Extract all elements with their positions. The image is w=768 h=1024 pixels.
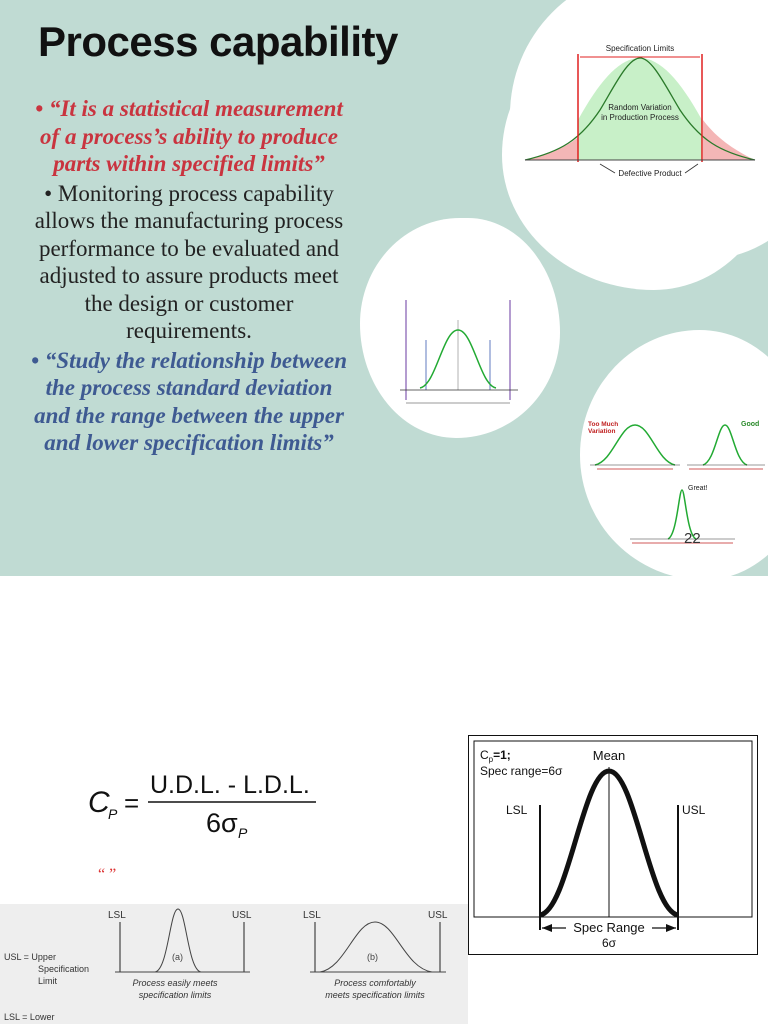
legend-usl-2: Specification: [38, 964, 90, 974]
six-sigma-label: 6σ: [601, 936, 617, 950]
random-variation-label-2: in Production Process: [601, 113, 679, 122]
legend-usl-3: Limit: [38, 976, 58, 986]
capability-comparison-figure: [0, 904, 468, 1024]
usl-b-label: USL: [428, 910, 448, 921]
empty-quotes: “ ”: [98, 866, 117, 883]
mean-label: Mean: [592, 748, 626, 763]
great-label: Great!: [688, 485, 708, 492]
spec-limits-label: Specification Limits: [605, 44, 675, 53]
formula-numerator: U.D.L. - L.D.L.: [150, 771, 310, 799]
variation-examples-figure: [585, 415, 768, 555]
spec-range-equation: Spec range=6σ: [480, 764, 563, 778]
natural-variation-figure: [398, 295, 520, 410]
lsl-label: LSL: [506, 803, 528, 817]
usl-label: USL: [682, 803, 706, 817]
formula-equals: =: [124, 788, 140, 818]
cp-equals-one-figure: [468, 735, 758, 955]
defect-pointer-right: [685, 164, 698, 173]
caption-a-1: Process easily meets: [132, 978, 218, 988]
too-much-label-2: Variation: [588, 428, 616, 435]
caption-a-2: specification limits: [138, 990, 212, 1000]
legend-lsl: LSL = Lower: [4, 1012, 55, 1022]
caption-b-1: Process comfortably: [334, 978, 416, 988]
bullet-definition: • “It is a statistical measurement of a process’s ability to produce parts within specified limits”: [35, 96, 343, 176]
random-variation-label-1: Random Variation: [608, 103, 672, 112]
label-b: (b): [367, 952, 378, 962]
usl-a-label: USL: [232, 910, 252, 921]
lsl-b-label: LSL: [303, 910, 321, 921]
spec-range-label: Spec Range: [573, 920, 645, 935]
bullet-list: [30, 95, 348, 457]
curve-good: [703, 425, 747, 465]
cp-label: $C_p=1$;: [480, 748, 511, 764]
lsl-a-label: LSL: [108, 910, 126, 921]
formula-lhs-sub: P: [108, 806, 118, 822]
slide-title: Process capability: [38, 18, 398, 65]
too-much-label-1: Too Much: [588, 421, 619, 428]
defect-area-right: [703, 120, 755, 160]
bullet-study: • “Study the relationship between the process standard deviation and the range between the upper and lower specification limits”: [30, 347, 348, 455]
bullet-monitoring: • Monitoring process capability allows the manufacturing process performance to be evaluated and adjusted to assure products meet the design or customer requirements.: [34, 180, 344, 343]
cp-formula: [88, 762, 328, 842]
legend-usl-1: USL = Upper: [4, 952, 56, 962]
label-a: (a): [172, 952, 183, 962]
spec-limits-figure: [520, 40, 760, 185]
caption-b-2: meets specification limits: [325, 990, 425, 1000]
formula-den-sub: P: [238, 825, 248, 841]
formula-denominator: 6σ: [206, 808, 238, 838]
defect-pointer-left: [600, 164, 615, 173]
good-label: Good: [741, 421, 760, 428]
defective-label: Defective Product: [618, 169, 682, 178]
formula-lhs: C: [88, 786, 110, 819]
page-number: 22: [684, 530, 701, 547]
